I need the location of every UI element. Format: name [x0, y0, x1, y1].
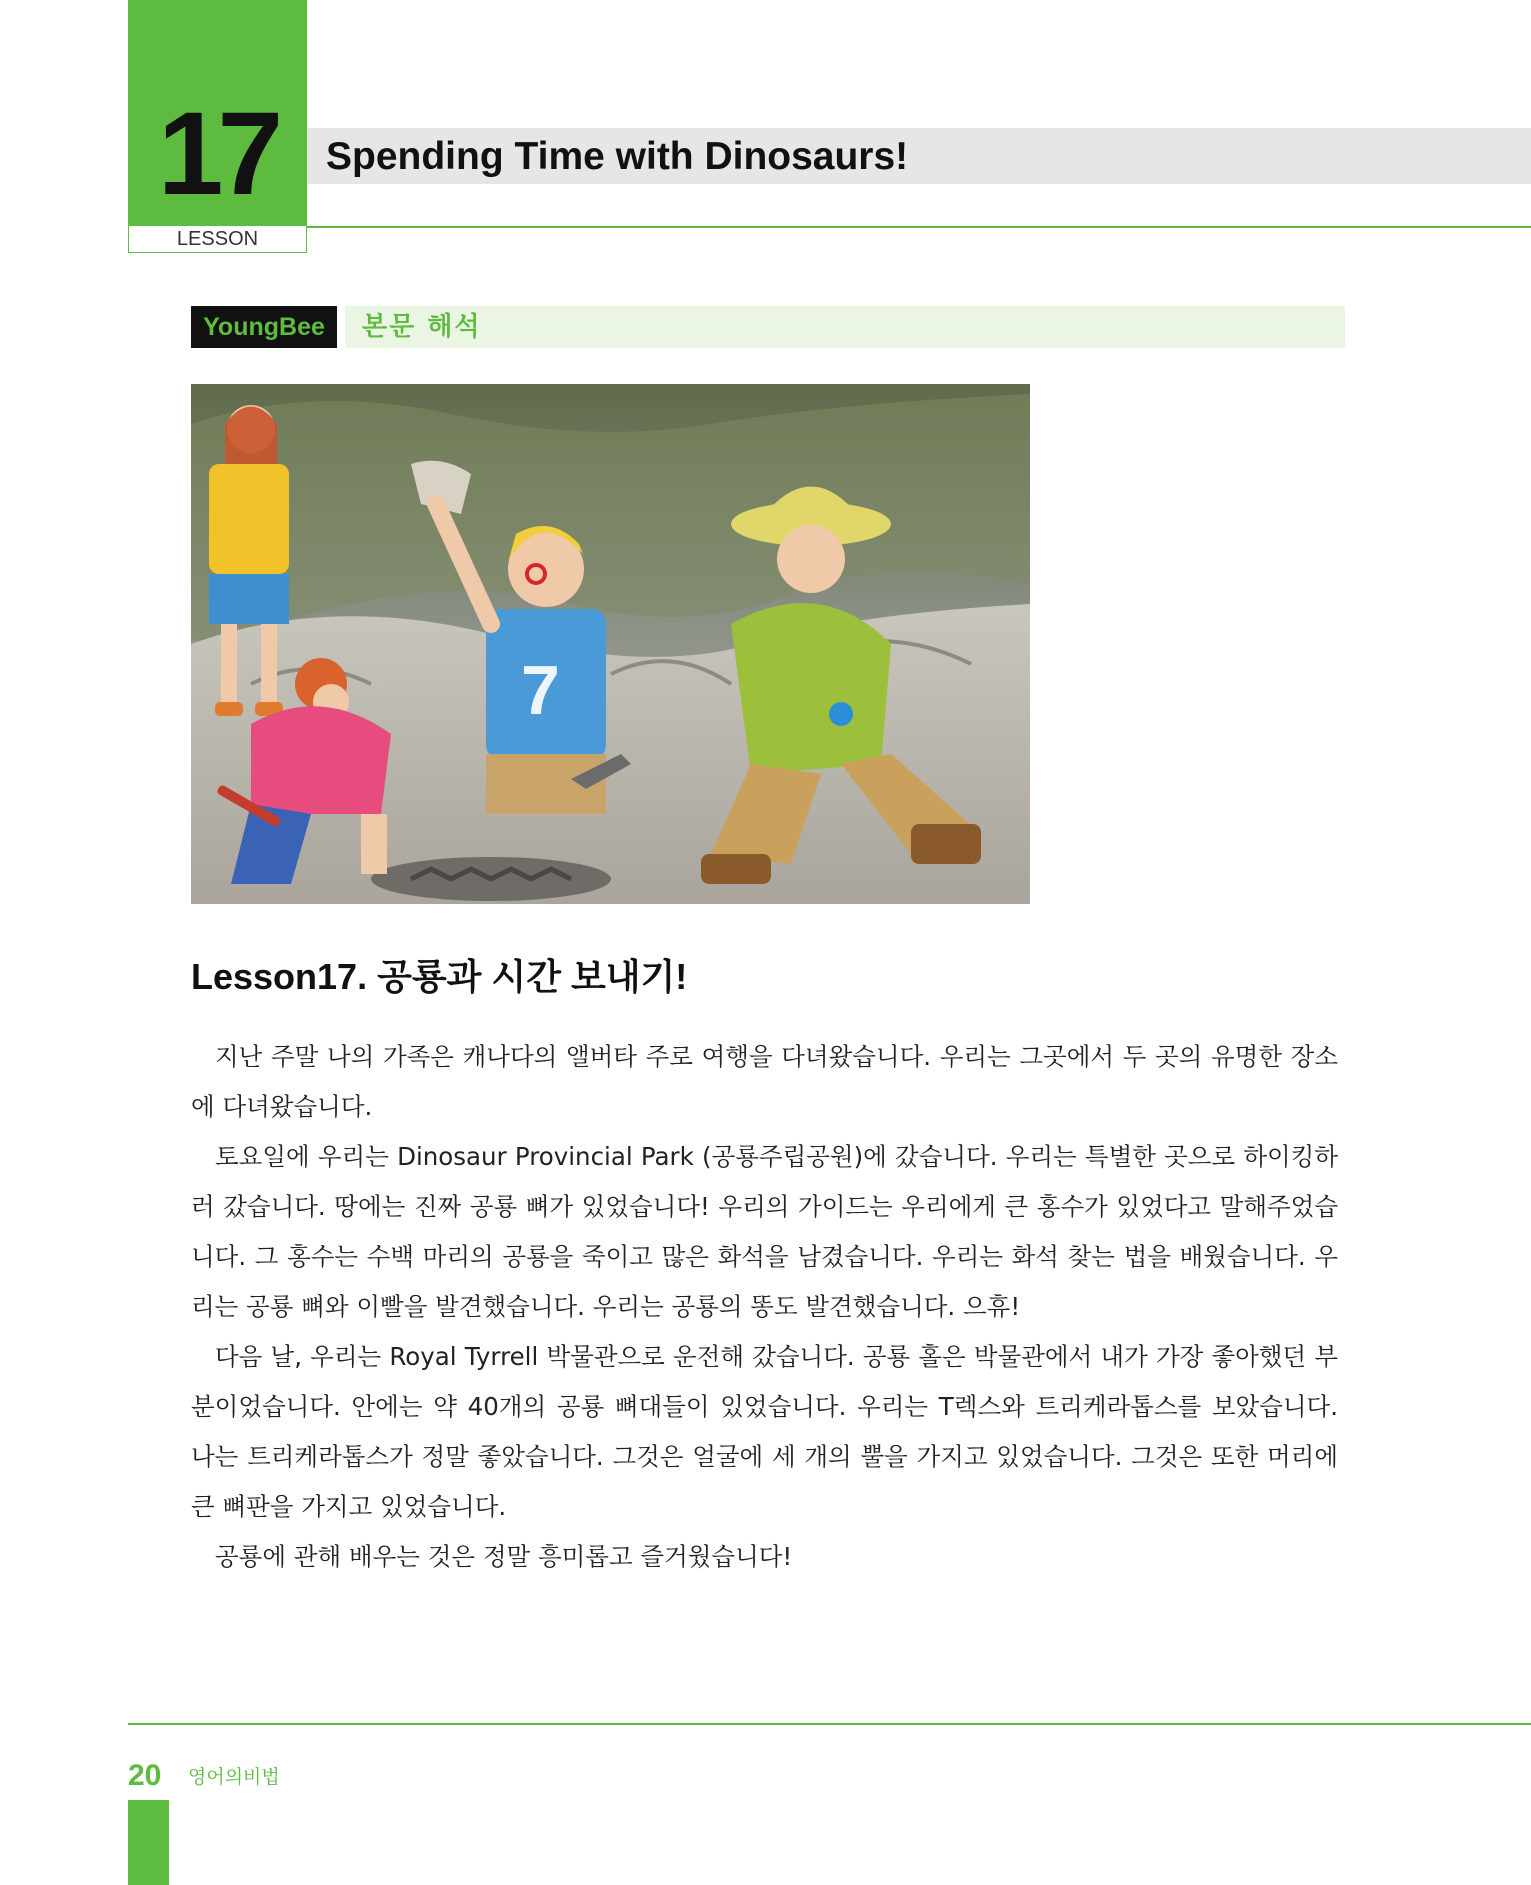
lesson-label: LESSON	[128, 226, 307, 253]
paragraph-2: 토요일에 우리는 Dinosaur Provincial Park (공룡주립공원)에 갔습니다. 우리는 특별한 곳으로 하이킹하러 갔습니다. 땅에는 진짜 공룡 뼈가 있었습니다! 우리의 가이드는 우리에게 큰 홍수가 있었다고 말해주었습니다. 그 홍수는 수백 마리의 공룡을 죽이고 많은 화석을 남겼습니다. 우리는 화석 찾는 법을 배웠습니다. 우리는 공룡 뼈와 이빨을 발견했습니다. 우리는 공룡의 똥도 발견했습니다. 으휴!	[191, 1142, 1338, 1321]
paragraph-1: 지난 주말 나의 가족은 캐나다의 앨버타 주로 여행을 다녀왔습니다. 우리는 그곳에서 두 곳의 유명한 장소에 다녀왔습니다.	[191, 1042, 1338, 1121]
section-heading-bar	[345, 306, 1345, 348]
article-body	[191, 1032, 1338, 1582]
lesson-box	[128, 0, 307, 254]
lesson-number: 17	[157, 88, 278, 220]
page-title: Spending Time with Dinosaurs!	[326, 135, 909, 178]
section-heading: 본문 해석	[362, 312, 482, 342]
footer-tab	[128, 1800, 169, 1885]
dinosaur-dig-illustration	[191, 384, 1030, 904]
paragraph-3: 다음 날, 우리는 Royal Tyrrell 박물관으로 운전해 갔습니다. 공룡 홀은 박물관에서 내가 가장 좋아했던 부분이었습니다. 안에는 약 40개의 공룡 뼈대들이 있었습니다. 우리는 T렉스와 트리케라톱스를 보았습니다. 나는 트리케라톱스가 정말 좋았습니다. 그것은 얼굴에 세 개의 뿔을 가지고 있었습니다. 그것은 또한 머리에 큰 뼈판을 가지고 있었습니다.	[191, 1342, 1338, 1521]
illustration-artwork	[191, 384, 1030, 904]
page-number: 20	[128, 1759, 162, 1792]
youngbee-badge: YoungBee	[191, 306, 337, 348]
svg-text:7: 7	[521, 651, 560, 729]
article-title: Lesson17. 공룡과 시간 보내기!	[191, 956, 688, 997]
paragraph-4: 공룡에 관해 배우는 것은 정말 흥미롭고 즐거웠습니다!	[215, 1542, 793, 1571]
header-divider	[307, 226, 1531, 228]
footer-divider	[128, 1723, 1531, 1725]
book-name: 영어의비법	[188, 1766, 280, 1788]
